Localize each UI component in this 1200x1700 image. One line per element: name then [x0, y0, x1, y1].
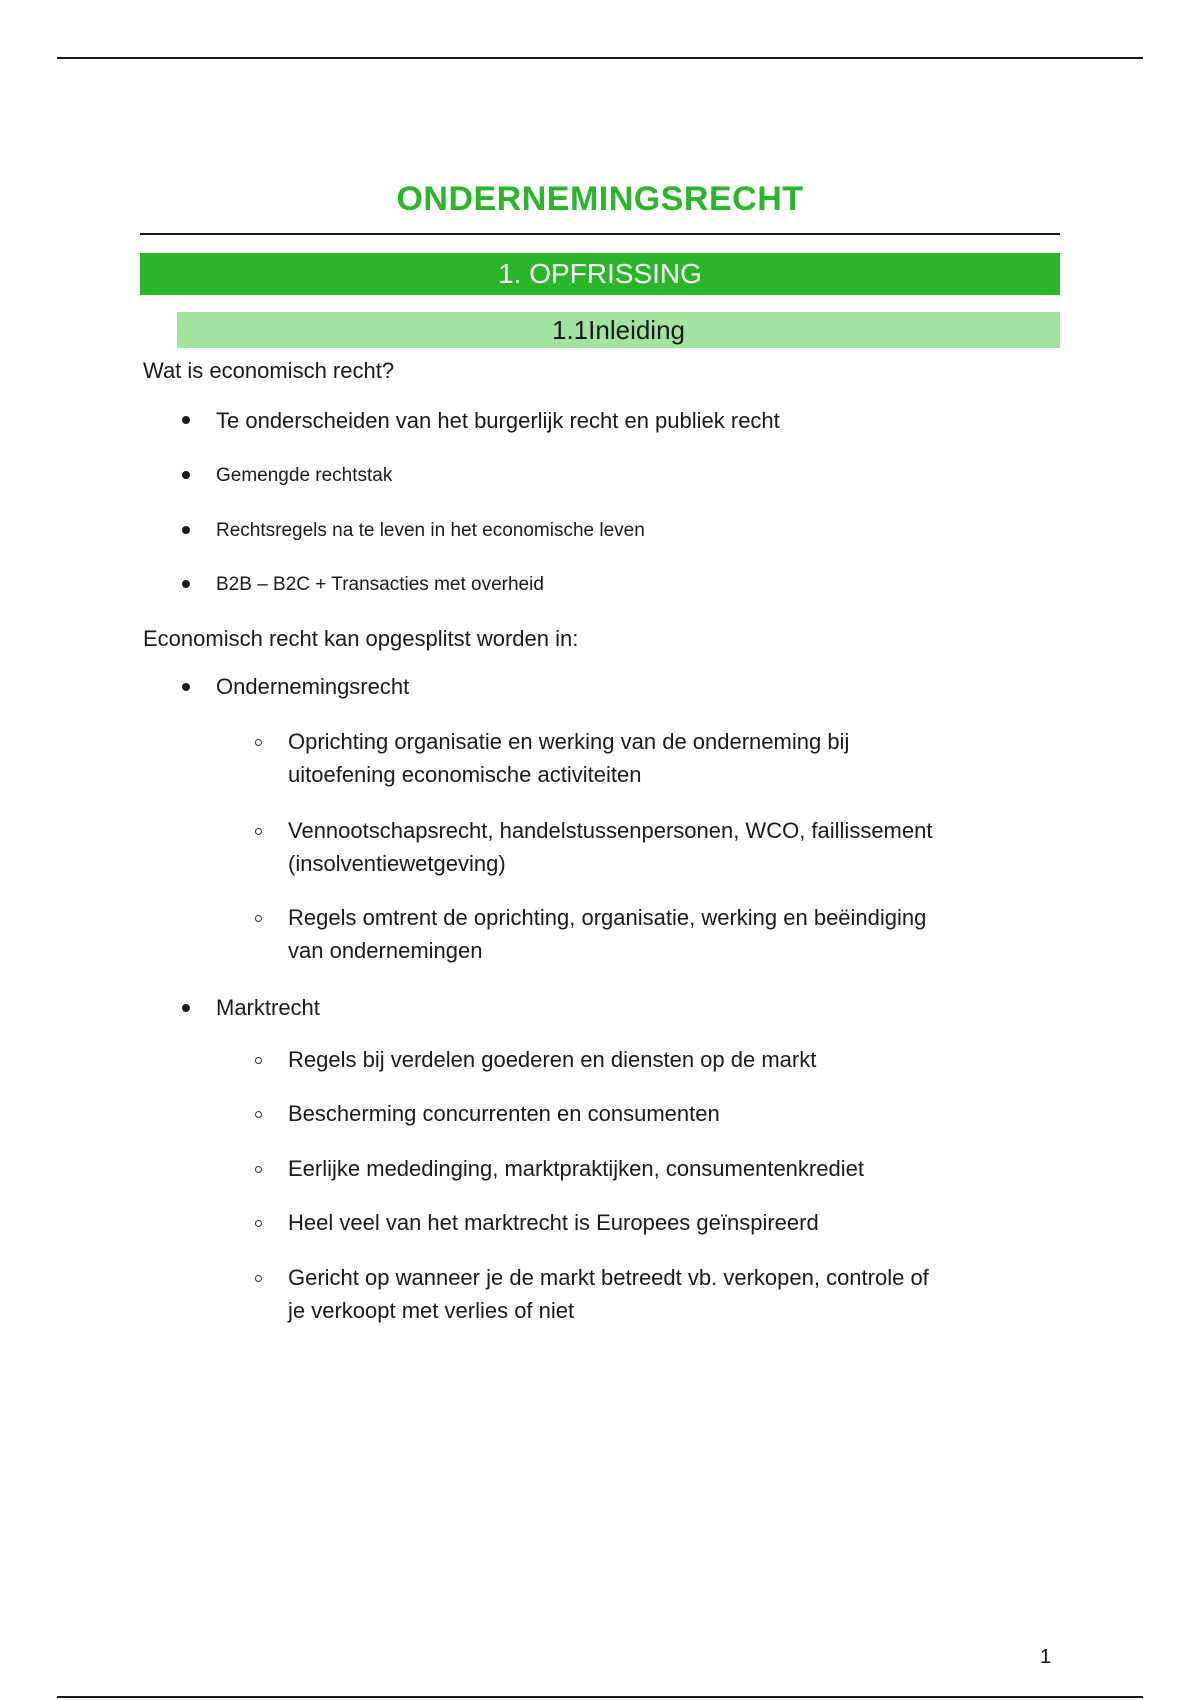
bullet-ring-icon [255, 1166, 262, 1173]
intro-bullet-3: Rechtsregels na te leven in het economische leven [216, 520, 645, 541]
bullet-ring-icon [255, 1111, 262, 1118]
page-top-rule [57, 57, 1143, 59]
sub-item-line: Regels omtrent de oprichting, organisatie, werking en beëindiging [288, 905, 927, 930]
sub-item-line: (insolventiewetgeving) [288, 851, 506, 876]
bullet-dot-icon [182, 416, 190, 424]
sub-item-line: Eerlijke mededinging, marktpraktijken, consumentenkrediet [288, 1156, 864, 1181]
intro-bullet-2: Gemengde rechtstak [216, 465, 393, 486]
heading-2-bar [177, 312, 1060, 348]
heading-2-text: 1.1Inleiding [552, 314, 685, 345]
intro-bullet-4: B2B – B2C + Transacties met overheid [216, 574, 544, 595]
bullet-dot-icon [182, 526, 190, 534]
bullet-ring-icon [255, 1057, 262, 1064]
sub-item-line: Oprichting organisatie en werking van de onderneming bij [288, 729, 850, 754]
heading-1-text: 1. OPFRISSING [498, 258, 702, 289]
bullet-ring-icon [255, 915, 262, 922]
sub-item-line: uitoefening economische activiteiten [288, 762, 642, 787]
sub-item-line: Regels bij verdelen goederen en diensten op de markt [288, 1047, 817, 1072]
heading-1-bar [140, 253, 1060, 295]
page-number: 1 [1040, 1646, 1052, 1668]
intro-bullet-1: Te onderscheiden van het burgerlijk recht en publiek recht [216, 408, 780, 433]
sub-item-line: Gericht op wanneer je de markt betreedt vb. verkopen, controle of [288, 1265, 929, 1290]
split-intro-text: Economisch recht kan opgesplitst worden in: [143, 626, 579, 651]
title-underline [140, 233, 1060, 235]
section-label-ondernemingsrecht: Ondernemingsrecht [216, 674, 410, 699]
bullet-dot-icon [182, 471, 190, 479]
bullet-dot-icon [182, 580, 190, 588]
document-title: ONDERNEMINGSRECHT [396, 180, 804, 218]
page-bottom-rule [57, 1696, 1143, 1698]
bullet-dot-icon [182, 1004, 190, 1012]
bullet-ring-icon [255, 828, 262, 835]
bullet-ring-icon [255, 1275, 262, 1282]
sub-item-line: Bescherming concurrenten en consumenten [288, 1101, 720, 1126]
sub-item-line: Heel veel van het marktrecht is Europees geïnspireerd [288, 1210, 819, 1235]
bullet-ring-icon [255, 739, 262, 746]
section-label-marktrecht: Marktrecht [216, 995, 320, 1020]
bullet-dot-icon [182, 683, 190, 691]
question-text: Wat is economisch recht? [143, 358, 395, 383]
sub-item-line: je verkoopt met verlies of niet [288, 1298, 575, 1323]
sub-item-line: van ondernemingen [288, 938, 483, 963]
bullet-ring-icon [255, 1220, 262, 1227]
sub-item-line: Vennootschapsrecht, handelstussenpersonen, WCO, faillissement [288, 818, 933, 843]
